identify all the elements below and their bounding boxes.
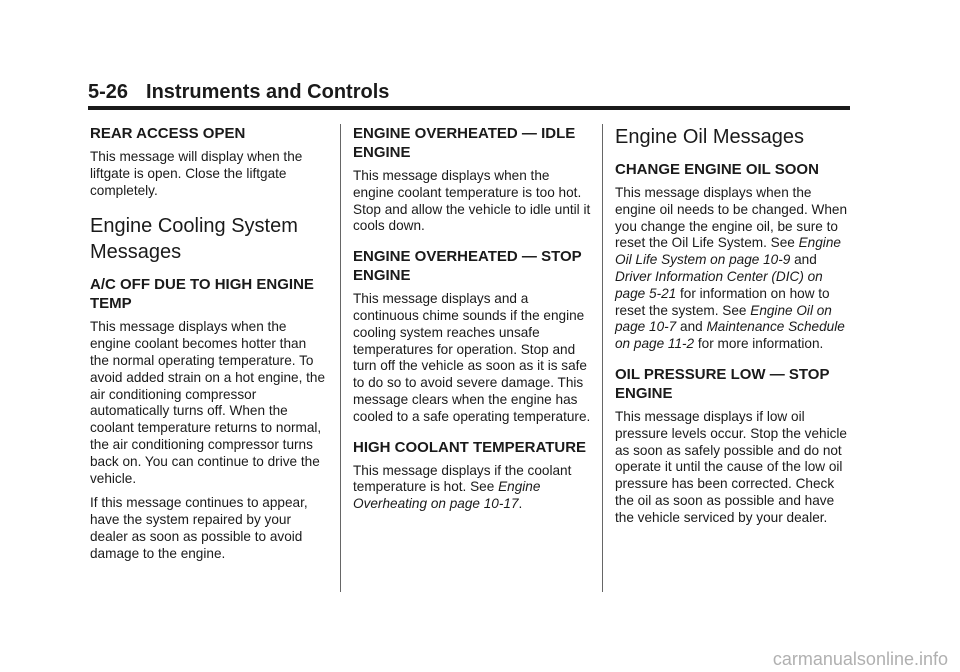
text-period: . [518,496,523,512]
text-change-c: for information on how to reset the system. See [615,285,830,318]
heading-overheated-idle: ENGINE OVERHEATED — IDLE ENGINE [353,125,576,161]
header-rule [88,106,850,110]
paragraph-rear-access-open: This message will display when the liftgate is open. Close the liftgate completely. [90,149,303,198]
column-divider-1 [340,124,341,592]
text-change-d: and [676,319,707,335]
column-1 [90,124,328,571]
text-change-e: for more information. [694,336,824,352]
section-title: Instruments and Controls [146,81,390,103]
paragraph-ac-off-2: If this message continues to appear, have the system repaired by your dealer as soon as possible to avoid damage to the engine. [90,495,308,561]
paragraph-high-coolant [353,463,591,513]
heading-rear-access-open: REAR ACCESS OPEN [90,125,246,142]
paragraph-overheated-idle: This message displays when the engine coolant temperature is too hot. Stop and allow the vehicle to idle until it cools down. [353,168,591,234]
column-2 [353,124,591,521]
heading-overheated-stop: ENGINE OVERHEATED — STOP ENGINE [353,248,582,285]
link-engine-overheating[interactable]: Engine Overheating on page 10-17 [353,479,541,512]
heading-high-coolant: HIGH COOLANT TEMPERATURE [353,438,587,456]
text-change-b: and [790,252,817,268]
text-high-coolant: This message displays if the coolant temperature is hot. See [353,462,572,495]
header-text [88,80,850,104]
column-divider-2 [602,124,603,592]
paragraph-overheated-stop: This message displays and a continuous chime sounds if the engine cooling system reaches unsafe temperatures for operation. Stop and turn off the vehicle as soon as it is safe to do so to avoid severe damage. This message clears when the engine has cooled to a safe operating temperature. [353,291,591,424]
paragraph-oil-pressure: This message displays if low oil pressure levels occur. Stop the vehicle as soon as safely possible and do not operate it until the cause of the low oil pressure has been corrected. Check the oil as soon as possible and have the vehicle serviced by your dealer. [615,408,847,525]
watermark: carmanualsonline.info [772,649,948,669]
heading-ac-off: A/C OFF DUE TO HIGH ENGINE TEMP [90,276,314,313]
paragraph-ac-off-1: This message displays when the engine coolant becomes hotter than the normal operating temperature. To avoid added strain on a hot engine, the air conditioning compressor automatically turns off. When the coolant temperature returns to normal, the air conditioning compressor turns back on. You can continue to drive the vehicle. [90,319,326,486]
link-maintenance-schedule[interactable]: Maintenance Schedule on page 11-2 [615,319,845,352]
page-header [88,80,850,110]
paragraph-change-oil [615,185,853,353]
page-number: 5-26 [88,81,129,103]
link-dic[interactable]: Driver Information Center (DIC) on page 5-21 [615,268,823,301]
link-engine-oil[interactable]: Engine Oil on page 10-7 [615,302,832,335]
column-3 [615,124,853,535]
heading-oil-pressure: OIL PRESSURE LOW — STOP ENGINE [615,365,830,402]
link-engine-oil-life[interactable]: Engine Oil Life System on page 10-9 [615,235,841,268]
heading-change-oil: CHANGE ENGINE OIL SOON [615,161,819,178]
section-heading-engine-oil: Engine Oil Messages [615,126,804,148]
section-heading-engine-cooling: Engine Cooling System Messages [90,215,298,264]
text-change-a: This message displays when the engine oil needs to be changed. When you change the engine oil, be sure to reset the Oil Life System. See [615,185,848,251]
